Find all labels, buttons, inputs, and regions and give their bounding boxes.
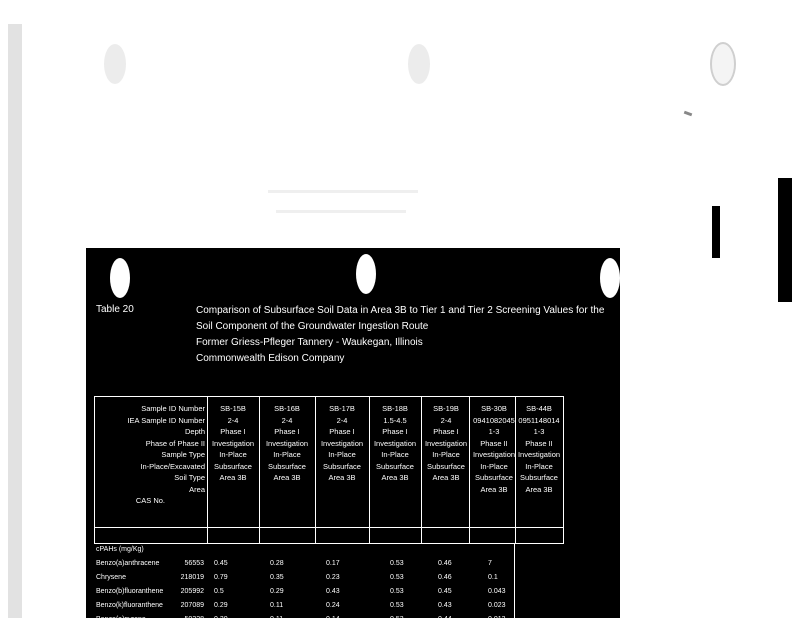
column-divider bbox=[259, 397, 260, 543]
value-cell: 0.53 bbox=[390, 560, 404, 567]
table-row bbox=[94, 572, 562, 586]
value-cell: 0.013 bbox=[488, 616, 506, 623]
value-cell: 0.5 bbox=[214, 588, 224, 595]
value-cell: 0.29 bbox=[214, 602, 228, 609]
value-cell: 0.79 bbox=[214, 574, 228, 581]
analyte-name: Benzo(a)pyrene bbox=[96, 616, 146, 623]
cas-number: 207089 bbox=[180, 602, 204, 609]
depth: 2-4 bbox=[440, 415, 452, 425]
sample-column bbox=[207, 403, 259, 484]
value-cell: 0.46 bbox=[438, 574, 452, 581]
header-label: Phase of Phase II bbox=[145, 438, 205, 448]
value-cell: 0.53 bbox=[390, 588, 404, 595]
sample-id: SB-19B bbox=[433, 404, 459, 413]
sample-type: Investigation bbox=[424, 438, 468, 448]
iea-id: 0941082045 bbox=[473, 415, 515, 425]
soil-type: Subsurface bbox=[268, 461, 306, 471]
depth: 1-3 bbox=[533, 427, 545, 436]
depth: 2-4 bbox=[336, 415, 348, 425]
iea-id: 0951148014 bbox=[518, 415, 560, 425]
cas-number: 205992 bbox=[180, 588, 204, 595]
area: Area 3B bbox=[480, 484, 508, 494]
header-label: Depth bbox=[184, 427, 205, 436]
value-cell: 0.45 bbox=[214, 560, 228, 567]
value-cell: 0.043 bbox=[488, 588, 506, 595]
depth: 2-4 bbox=[227, 415, 239, 425]
punch-hole-right bbox=[600, 258, 620, 298]
sample-id: SB-44B bbox=[526, 404, 552, 413]
value-cell: 0.24 bbox=[326, 602, 340, 609]
value-cell: 0.14 bbox=[326, 616, 340, 623]
phase: Phase I bbox=[329, 427, 355, 436]
sample-column bbox=[261, 403, 313, 484]
value-cell: 0.44 bbox=[438, 616, 452, 623]
value-cell: 0.45 bbox=[438, 588, 452, 595]
header-label: Sample ID Number bbox=[141, 404, 205, 413]
area: Area 3B bbox=[273, 473, 301, 482]
value-cell: 0.43 bbox=[438, 602, 452, 609]
scan-edge-bar bbox=[778, 178, 792, 302]
bleed-through-line bbox=[268, 190, 418, 193]
ghost-punch-hole-right bbox=[710, 42, 736, 86]
header-label: IEA Sample ID Number bbox=[127, 415, 205, 425]
sample-type: Investigation bbox=[472, 450, 516, 459]
value-cell: 0.11 bbox=[270, 616, 284, 623]
value-cell: 0.11 bbox=[270, 602, 284, 609]
area: Area 3B bbox=[432, 473, 460, 482]
sample-id: SB-18B bbox=[382, 404, 408, 413]
area: Area 3B bbox=[219, 473, 247, 482]
value-cell: 0.53 bbox=[390, 616, 404, 623]
sample-column bbox=[513, 403, 565, 495]
scan-edge-mark bbox=[712, 206, 720, 258]
phase: Phase I bbox=[433, 427, 459, 436]
depth: 1.5-4.5 bbox=[383, 415, 407, 425]
table-number: Table 20 bbox=[96, 304, 134, 315]
depth: 2-4 bbox=[281, 415, 293, 425]
value-cell: 0.43 bbox=[326, 588, 340, 595]
sample-id: SB-30B bbox=[481, 404, 507, 413]
analyte-name: Chrysene bbox=[96, 574, 126, 581]
punch-hole-middle bbox=[356, 254, 376, 294]
phase: Phase I bbox=[274, 427, 300, 436]
column-divider bbox=[514, 544, 515, 634]
cas-number: 218019 bbox=[180, 574, 204, 581]
in-place: In-Place bbox=[273, 450, 301, 459]
scan-speck bbox=[684, 111, 693, 117]
soil-type: Subsurface bbox=[376, 461, 414, 471]
soil-type: Subsurface bbox=[475, 473, 513, 482]
analyte-name: cPAHs (mg/Kg) bbox=[96, 546, 144, 553]
sample-type: Investigation bbox=[373, 438, 417, 448]
phase: Phase I bbox=[220, 427, 246, 436]
area: Area 3B bbox=[525, 484, 553, 494]
cas-number: 50328 bbox=[184, 616, 204, 623]
soil-type: Subsurface bbox=[214, 461, 252, 471]
value-cell: 0.53 bbox=[390, 602, 404, 609]
table-row bbox=[94, 544, 562, 558]
bleed-through-line bbox=[276, 210, 406, 213]
ghost-punch-hole-middle bbox=[408, 44, 430, 84]
header-label: In-Place/Excavated bbox=[140, 461, 205, 471]
in-place: In-Place bbox=[480, 461, 508, 471]
cas-number: 56553 bbox=[184, 560, 204, 567]
header-label: Sample Type bbox=[161, 450, 205, 459]
table-row bbox=[94, 586, 562, 600]
sample-header-grid bbox=[94, 396, 564, 544]
value-cell: 0.28 bbox=[270, 560, 284, 567]
area: Area 3B bbox=[328, 473, 356, 482]
value-cell: 0.35 bbox=[270, 574, 284, 581]
phase: Phase II bbox=[525, 438, 553, 448]
sample-id: SB-16B bbox=[274, 404, 300, 413]
value-cell: 0.53 bbox=[390, 574, 404, 581]
in-place: In-Place bbox=[328, 450, 356, 459]
in-place: In-Place bbox=[525, 461, 553, 471]
title-line: Comparison of Subsurface Soil Data in Area 3B to Tier 1 and Tier 2 Screening Values for the bbox=[196, 305, 605, 316]
sample-type: Investigation bbox=[517, 450, 561, 459]
soil-type: Subsurface bbox=[427, 461, 465, 471]
title-line: Commonwealth Edison Company bbox=[196, 353, 345, 364]
sample-type: Investigation bbox=[211, 438, 255, 448]
sample-column bbox=[369, 403, 421, 484]
header-label: CAS No. bbox=[135, 496, 165, 505]
value-cell: 7 bbox=[488, 560, 492, 567]
area: Area 3B bbox=[381, 473, 409, 482]
sample-type: Investigation bbox=[265, 438, 309, 448]
analyte-name: Benzo(a)anthracene bbox=[96, 560, 160, 567]
analyte-name: Benzo(k)fluoranthene bbox=[96, 602, 163, 609]
sample-id: SB-17B bbox=[329, 404, 355, 413]
analyte-name: Benzo(b)fluoranthene bbox=[96, 588, 164, 595]
header-bottom-rule bbox=[95, 527, 563, 528]
soil-type: Subsurface bbox=[323, 461, 361, 471]
value-cell: 0.23 bbox=[326, 574, 340, 581]
sample-type: Investigation bbox=[320, 438, 364, 448]
ghost-punch-hole-left bbox=[104, 44, 126, 84]
sample-id: SB-15B bbox=[220, 404, 246, 413]
value-cell: 0.17 bbox=[326, 560, 340, 567]
table-row bbox=[94, 558, 562, 572]
soil-type: Subsurface bbox=[520, 473, 558, 482]
table-row bbox=[94, 600, 562, 614]
phase: Phase I bbox=[382, 427, 408, 436]
in-place: In-Place bbox=[381, 450, 409, 459]
header-label: Area bbox=[189, 484, 205, 494]
title-line: Soil Component of the Groundwater Ingestion Route bbox=[196, 321, 429, 332]
value-cell: 0.023 bbox=[488, 602, 506, 609]
value-cell: 0.29 bbox=[270, 588, 284, 595]
header-labels bbox=[95, 403, 205, 507]
scanned-table-page bbox=[86, 248, 620, 623]
value-cell: 0.1 bbox=[488, 574, 498, 581]
sample-column bbox=[420, 403, 472, 484]
table-row bbox=[94, 614, 562, 628]
phase: Phase II bbox=[480, 438, 508, 448]
value-cell: 0.30 bbox=[214, 616, 228, 623]
in-place: In-Place bbox=[432, 450, 460, 459]
sample-column bbox=[316, 403, 368, 484]
in-place: In-Place bbox=[219, 450, 247, 459]
table-title bbox=[196, 303, 604, 367]
value-cell: 0.46 bbox=[438, 560, 452, 567]
title-line: Former Griess-Pfleger Tannery - Waukegan, Illinois bbox=[196, 337, 423, 348]
punch-hole-left bbox=[110, 258, 130, 298]
page-edge-shadow bbox=[8, 24, 22, 618]
depth: 1-3 bbox=[488, 427, 500, 436]
header-label: Soil Type bbox=[174, 473, 205, 482]
